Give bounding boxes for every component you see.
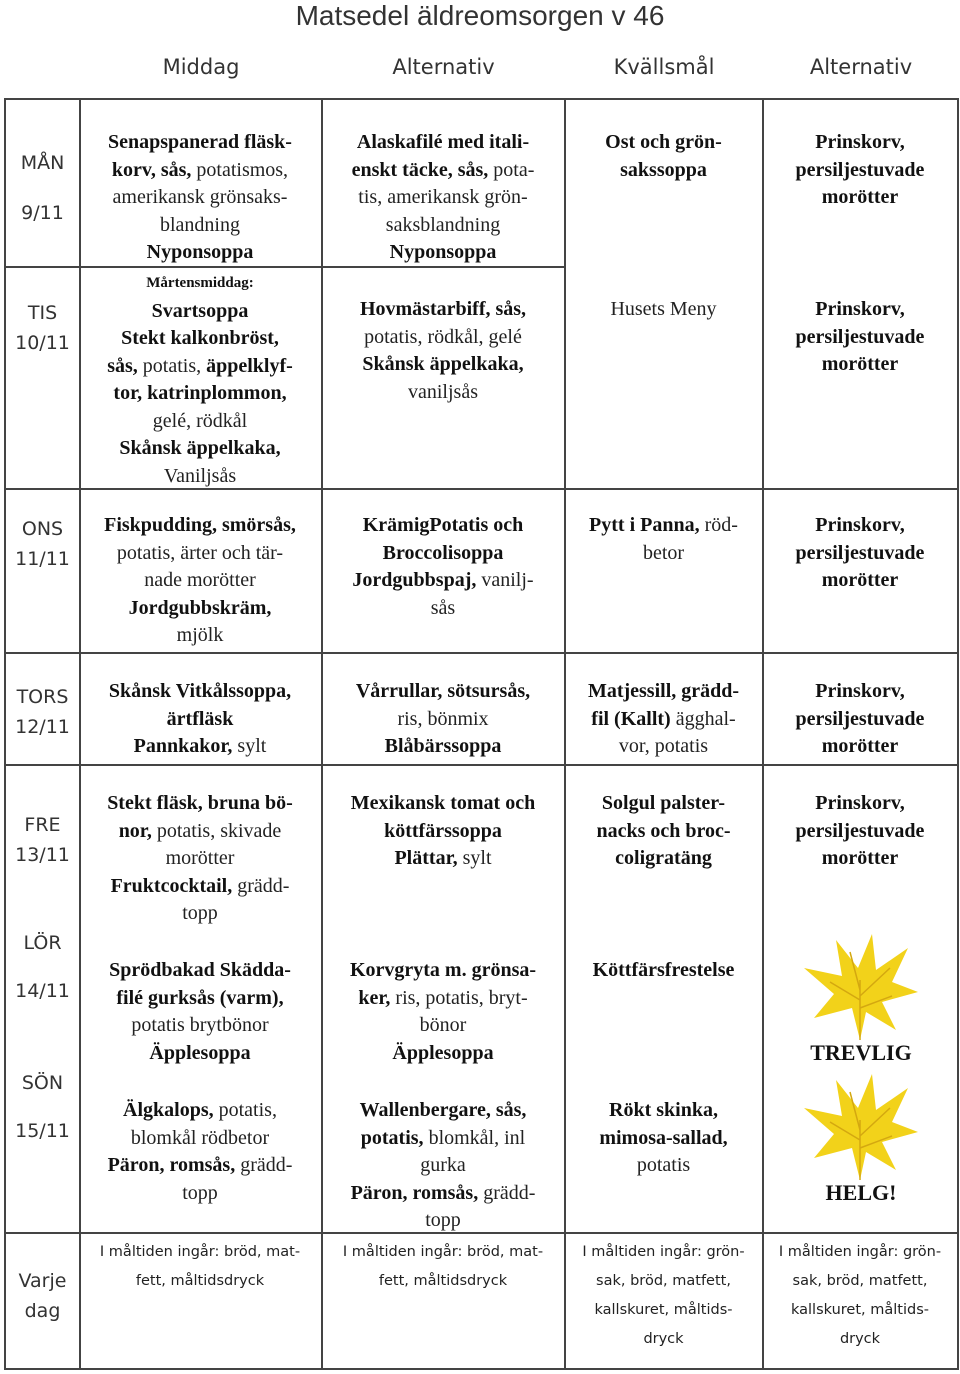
menu-cell: Prinskorv, persiljestuvade morötter — [795, 680, 925, 757]
header-alternativ-2: Alternativ — [809, 55, 913, 79]
menu-cell: Korvgryta m. grönsa- ker, ris, potatis, bryt- bönor Äpplesoppa — [349, 959, 537, 1064]
day-label: TORS 12/11 — [15, 686, 70, 738]
menu-cell: Köttfärsfrestelse — [592, 959, 735, 981]
menu-cell: Fiskpudding, smörsås, potatis, ärter och tär- nade morötter Jordgubbskräm, mjölk — [104, 514, 296, 646]
menu-cell: Mexikansk tomat och köttfärssoppa Plättar, sylt — [350, 792, 536, 869]
menu-cell: Skånsk Vitkålssoppa, ärtfläsk Pannkakor, sylt — [108, 680, 292, 757]
yellow-leaf-icon — [800, 930, 920, 1045]
menu-cell: Prinskorv, persiljestuvade morötter — [795, 514, 925, 591]
menu-cell: KrämigPotatis och Broccolisoppa Jordgubbspaj, vanilj- sås — [352, 514, 534, 619]
menu-cell: Alaskafilé med itali- enskt täcke, sås, pota- tis, amerikansk grön- saksblandning Nyponsoppa — [351, 131, 535, 263]
daily-note: I måltiden ingår: grön- sak, bröd, matfett, kallskuret, måltids- dryck — [582, 1244, 745, 1347]
trevlig-text: TREVLIG — [810, 1040, 912, 1065]
yellow-leaf-icon — [800, 1070, 920, 1185]
header-middag: Middag — [162, 55, 240, 79]
day-label: TIS 10/11 — [15, 302, 70, 354]
menu-cell: Sprödbakad Skädda- filé gurksås (varm), potatis brytbönor Äpplesoppa — [109, 959, 291, 1064]
daily-note: I måltiden ingår: bröd, mat- fett, måltidsdryck — [342, 1244, 544, 1289]
menu-cell: Solgul palster- nacks och broc- coligratäng — [596, 792, 731, 869]
day-label: ONS 11/11 — [15, 518, 70, 570]
day-label: FRE 13/11 — [15, 814, 70, 866]
menu-cell: Ost och grön- sakssoppa — [605, 131, 722, 181]
menu-cell: Mårtensmiddag: Svartsoppa Stekt kalkonbröst, sås, potatis, äppelklyf- tor, katrinplommon, gelé, rödkål Skånsk äppelkaka, Vaniljsås — [107, 275, 293, 487]
header-alternativ-1: Alternativ — [392, 55, 495, 79]
menu-cell: Hovmästarbiff, sås, potatis, rödkål, gelé Skånsk äppelkaka, vaniljsås — [359, 298, 527, 403]
helg-text: HELG! — [825, 1180, 897, 1205]
daily-note: I måltiden ingår: grön- sak, bröd, matfett, kallskuret, måltids- dryck — [778, 1244, 942, 1347]
page-title: Matsedel äldreomsorgen v 46 — [295, 0, 665, 31]
menu-cell: Senapspanerad fläsk- korv, sås, potatismos, amerikansk grönsaks- blandning Nyponsoppa — [108, 131, 292, 263]
menu-cell: Husets Meny — [610, 298, 717, 320]
day-label: MÅN 9/11 — [20, 152, 65, 224]
daily-note: I måltiden ingår: bröd, mat- fett, måltidsdryck — [99, 1244, 301, 1289]
menu-cell: Prinskorv, persiljestuvade morötter — [795, 131, 925, 208]
menu-cell: Vårrullar, sötsursås, ris, bönmix Blåbärssoppa — [355, 680, 531, 757]
menu-cell: Rökt skinka, mimosa-sallad, potatis — [599, 1099, 728, 1176]
menu-cell: Prinskorv, persiljestuvade morötter — [795, 792, 925, 869]
menu-cell: Pytt i Panna, röd- betor — [589, 514, 738, 564]
header-kvallsmal: Kvällsmål — [613, 55, 715, 79]
day-label: SÖN 15/11 — [15, 1072, 70, 1142]
day-label: LÖR 14/11 — [15, 932, 70, 1002]
menu-cell: Wallenbergare, sås, potatis, blomkål, inl gurka Päron, romsås, grädd- topp — [350, 1099, 536, 1231]
menu-cell: Älgkalops, potatis, blomkål rödbetor Päron, romsås, grädd- topp — [107, 1099, 293, 1204]
menu-cell: Matjessill, grädd- fil (Kallt) ägghal- vor, potatis — [587, 680, 740, 757]
day-label: Varje dag — [18, 1270, 67, 1322]
menu-cell: Prinskorv, persiljestuvade morötter — [795, 298, 925, 375]
menu-cell: Stekt fläsk, bruna bö- nor, potatis, skivade morötter Fruktcocktail, grädd- topp — [107, 792, 293, 924]
